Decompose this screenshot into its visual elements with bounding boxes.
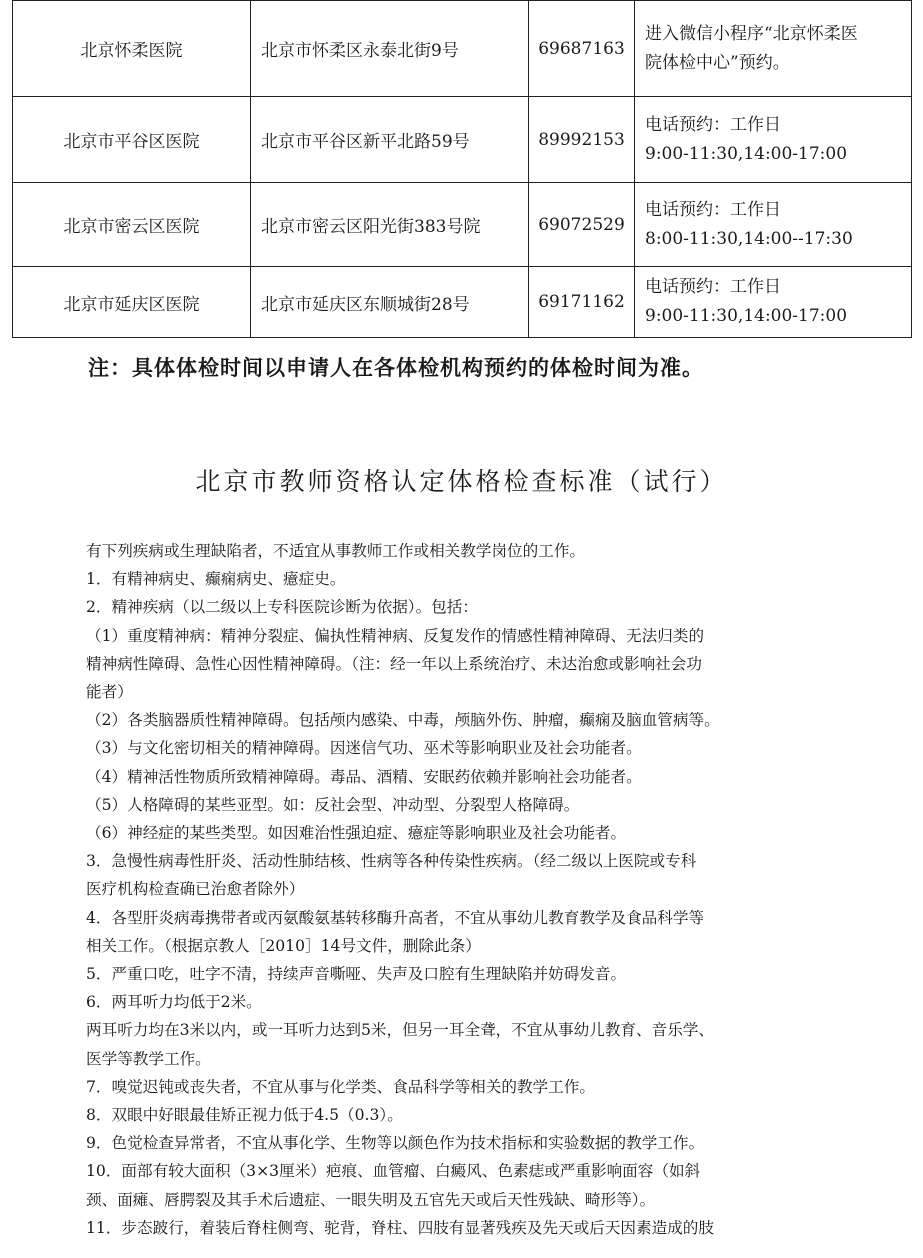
- body-line: 相关工作。（根据京教人［2010］14号文件，删除此条）: [86, 936, 481, 955]
- body-line: 2．精神疾病（以二级以上专科医院诊断为依据）。包括：: [86, 598, 478, 617]
- booking-note-line: 9:00-11:30,14:00-17:00: [645, 143, 848, 164]
- body-line: 7．嗅觉迟钝或丧失者，不宜从事与化学类、食品科学等相关的教学工作。: [86, 1077, 595, 1096]
- body-line: 1．有精神病史、癫痫病史、癔症史。: [86, 570, 346, 589]
- hospital-name: 北京市延庆区医院: [13, 267, 251, 338]
- booking-note: [635, 183, 912, 267]
- body-line: （4）精神活性物质所致精神障碍。毒品、酒精、安眠药依赖并影响社会功能者。: [86, 767, 642, 786]
- body-line: 精神病性障碍、急性心因性精神障碍。（注：经一年以上系统治疗、未达治愈或影响社会功: [86, 654, 702, 673]
- table-row: [13, 267, 912, 338]
- booking-note-line: 进入微信小程序“北京怀柔医: [645, 23, 858, 44]
- body-line: （6）神经症的某些类型。如因难治性强迫症、癔症等影响职业及社会功能者。: [86, 824, 627, 843]
- body-line: （3）与文化密切相关的精神障碍。因迷信气功、巫术等影响职业及社会功能者。: [86, 739, 642, 758]
- exam-time-note: 注：具体体检时间以申请人在各体检机构预约的体检时间为准。: [88, 356, 704, 380]
- hospital-address: 北京市密云区阳光街383号院: [251, 183, 529, 267]
- booking-note-line: 电话预约：工作日: [645, 277, 781, 297]
- booking-note-line: 电话预约：工作日: [645, 114, 781, 135]
- page-title: 北京市教师资格认定体格检查标准（试行）: [195, 467, 728, 496]
- booking-note: [635, 267, 912, 338]
- body-line: 9．色觉检查异常者，不宜从事化学、生物等以颜色作为技术指标和实验数据的教学工作。: [86, 1134, 705, 1153]
- body-line: 医疗机构检查确已治愈者除外）: [86, 880, 305, 899]
- booking-note-line: 9:00-11:30,14:00-17:00: [645, 306, 848, 326]
- table-row: [13, 183, 912, 267]
- booking-note: [635, 1, 912, 97]
- body-line: 11．步态跛行，着装后脊柱侧弯、驼背，脊柱、四肢有显著残疾及先天或后天因素造成的肢: [86, 1218, 714, 1237]
- body-line: 能者）: [86, 683, 133, 702]
- hospital-phone: 89992153: [529, 97, 635, 183]
- body-line: 3．急慢性病毒性肝炎、活动性肺结核、性病等各种传染性疾病。（经二级以上医院或专科: [86, 852, 697, 871]
- body-line: 颈、面瘫、唇腭裂及其手术后遗症、一眼失明及五官先天或后天性残缺、畸形等）。: [86, 1190, 656, 1209]
- body-line: 8．双眼中好眼最佳矫正视力低于4.5（0.3）。: [86, 1106, 403, 1125]
- body-line: （2）各类脑器质性精神障碍。包括颅内感染、中毒，颅脑外伤、肿瘤，癫痫及脑血管病等。: [86, 711, 720, 730]
- hospital-phone: 69687163: [529, 1, 635, 97]
- body-line: 10．面部有较大面积（3×3厘米）疤痕、血管瘤、白癜风、色素痣或严重影响面容（如斜: [86, 1162, 701, 1181]
- hospital-name: 北京市平谷区医院: [13, 97, 251, 183]
- booking-note-line: 8:00-11:30,14:00--17:30: [645, 228, 853, 249]
- hospital-name: 北京怀柔医院: [13, 1, 251, 97]
- hospital-table: [12, 0, 912, 338]
- table-row: [13, 97, 912, 183]
- table-row: [13, 1, 912, 97]
- standards-body: [86, 537, 846, 1242]
- body-line: 有下列疾病或生理缺陷者，不适宜从事教师工作或相关教学岗位的工作。: [86, 542, 586, 560]
- body-line: 医学等教学工作。: [86, 1049, 211, 1068]
- hospital-name: 北京市密云区医院: [13, 183, 251, 267]
- booking-note-line: 院体检中心”预约。: [645, 52, 790, 73]
- hospital-phone: 69171162: [529, 267, 635, 338]
- body-line: （1）重度精神病：精神分裂症、偏执性精神病、反复发作的情感性精神障碍、无法归类的: [86, 626, 705, 645]
- hospital-address: 北京市怀柔区永泰北街9号: [251, 1, 529, 97]
- booking-note-line: 电话预约：工作日: [645, 199, 781, 220]
- body-line: 4．各型肝炎病毒携带者或丙氨酸氨基转移酶升高者，不宜从事幼儿教育教学及食品科学等: [86, 908, 705, 927]
- body-line: 两耳听力均在3米以内，或一耳听力达到5米，但另一耳全聋，不宜从事幼儿教育、音乐学、: [86, 1021, 714, 1040]
- body-line: （5）人格障碍的某些亚型。如：反社会型、冲动型、分裂型人格障碍。: [86, 795, 580, 814]
- booking-note: [635, 97, 912, 183]
- hospital-address: 北京市平谷区新平北路59号: [251, 97, 529, 183]
- body-line: 6．两耳听力均低于2米。: [86, 993, 262, 1012]
- hospital-phone: 69072529: [529, 183, 635, 267]
- body-line: 5．严重口吃，吐字不清，持续声音嘶哑、失声及口腔有生理缺陷并妨碍发音。: [86, 965, 627, 984]
- hospital-address: 北京市延庆区东顺城街28号: [251, 267, 529, 338]
